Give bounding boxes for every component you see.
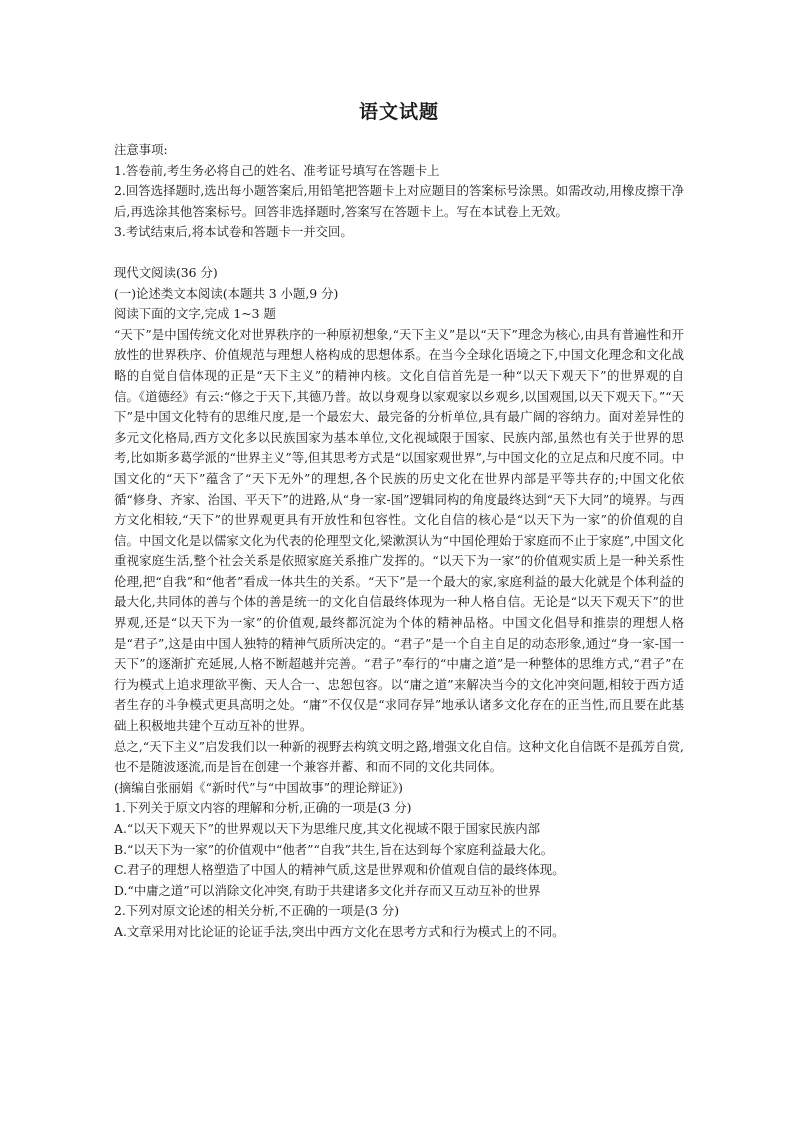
notes-section: [114, 140, 684, 243]
section-instruction: 阅读下面的文字,完成 1~3 题: [114, 306, 276, 322]
question-1: [114, 798, 684, 901]
exam-page: [114, 100, 684, 943]
question-option: C.君子的理想人格塑造了中国人的精神气质,这是世界观和价值观自信的最终体现。: [114, 862, 565, 878]
reading-section: [114, 263, 684, 798]
section-sub-heading: (一)论述类文本阅读(本题共 3 小题,9 分): [114, 285, 339, 301]
article-paragraph-2: 总之,“天下主义”启发我们以一种新的视野去构筑文明之路,增强文化自信。这种文化自信既不是孤芳自赏,也不是随波逐流,而是旨在创建一个兼容并蓄、和而不同的文化共同体。: [114, 738, 684, 775]
section-heading: 现代文阅读(36 分): [114, 264, 218, 280]
notes-item-2: 2.回答选择题时,选出每小题答案后,用铅笔把答题卡上对应题目的答案标号涂黑。如需改动,用橡皮擦干净后,再选涂其他答案标号。回答非选择题时,答案写在答题卡上。写在本试卷上无效。: [114, 183, 684, 219]
question-stem: 2.下列对原文论述的相关分析,不正确的一项是(3 分): [114, 903, 400, 919]
question-stem: 1.下列关于原文内容的理解和分析,正确的一项是(3 分): [114, 800, 412, 816]
notes-item-1: 1.答卷前,考生务必将自己的姓名、准考证号填写在答题卡上: [114, 162, 440, 178]
question-option: A.文章采用对比论证的论证手法,突出中西方文化在思考方式和行为模式上的不同。: [114, 923, 565, 939]
question-2: [114, 901, 684, 942]
page-title: 语文试题: [358, 101, 439, 123]
article-paragraph-1: “天下”是中国传统文化对世界秩序的一种原初想象,“天下主义”是以“天下”理念为核心,由具有普遍性和开放性的世界秩序、价值规范与理想人格构成的思想体系。在当今全球化语境之下,中国文化理念和文化战略的自觉自信体现的正是“天下主义”的精神内核。文化自信首先是一种“以天下观天下”的世界观的自信。《道德经》有云:“修之于天下,其德乃普。故以身观身以家观家以乡观乡,以国观国,以天下观天下。”“天下”是中国文化特有的思维尺度,是一个最宏大、最完备的分析单位,具有最广阔的容纳力。面对差异性的多元文化格局,西方文化多以民族国家为基本单位,文化视域限于国家、民族内部,虽然也有关于世界的思考,比如斯多葛学派的“世界主义”等,但其思考方式是“以国家观世界”,与中国文化的立足点和尺度不同。中国文化的“天下”蕴含了“天下无外”的理想,各个民族的历史文化在世界内部是平等共存的;中国文化依循“修身、齐家、治国、平天下”的进路,从“身一家-国”逻辑同构的角度最终达到“天下大同”的境界。与西方文化相较,“天下”的世界观更具有开放性和包容性。文化自信的核心是“以天下为一家”的价值观的自信。中国文化是以儒家文化为代表的伦理型文化,梁漱溟认为“中国伦理始于家庭而不止于家庭”,中国文化重视家庭生活,整个社会关系是依照家庭关系推广发挥的。“以天下为一家”的价值观实质上是一种关系性伦理,把“自我”和“他者”看成一体共生的关系。“天下”是一个最大的家,家庭利益的最大化就是个体利益的最大化,共同体的善与个体的善是统一的文化自信最终体现为一种人格自信。无论是“以天下观天下”的世界观,还是“以天下为一家”的价值观,最终都沉淀为个体的精神品格。中国文化倡导和推崇的理想人格是“君子”,这是由中国人独特的精神气质所决定的。“君子”是一个自主自足的动态形象,通过“身一家-国一天下”的逐渐扩充延展,人格不断超越并完善。“君子”奉行的“中庸之道”是一种整体的思维方式,“君子”在行为模式上追求理欲平衡、天人合一、忠恕包容。以“庸之道”来解决当今的文化冲突问题,相较于西方适者生存的斗争模式更具高明之处。“庸”不仅仅是“求同存异”地承认诸多文化存在的正当性,而且要在此基础上积极地共建个互动互补的世界。: [114, 326, 684, 734]
question-option: D.“中庸之道”可以消除文化冲突,有助于共建诸多文化并存而又互动互补的世界: [114, 882, 541, 898]
question-option: A.“以天下观天下”的世界观以天下为思维尺度,其文化视域不限于国家民族内部: [114, 821, 540, 836]
question-option: B.“以天下为一家”的价值观中“他者”“自我”共生,旨在达到每个家庭利益最大化。: [114, 841, 554, 857]
article-source: (摘编自张丽娟《“新时代”与“中国故事”的理论辩证》): [114, 779, 404, 795]
notes-heading: 注意事项:: [114, 142, 168, 157]
notes-item-3: 3.考试结束后,将本试卷和答题卡一并交回。: [114, 224, 353, 240]
